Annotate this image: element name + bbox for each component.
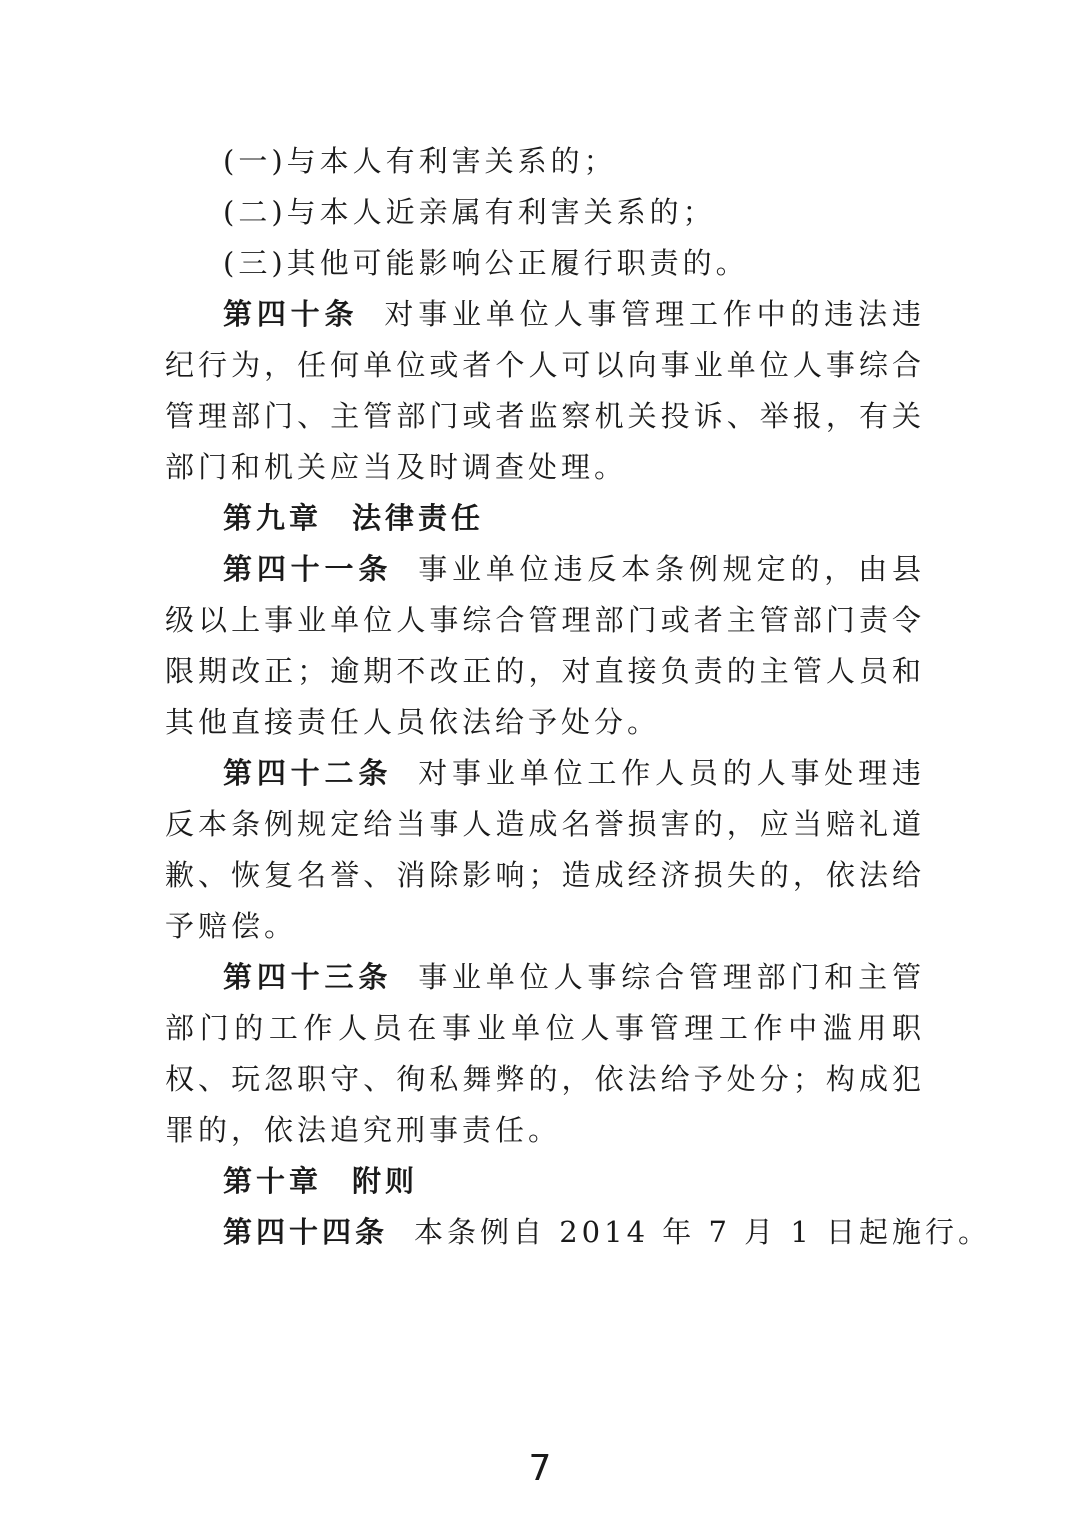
- page-number: 7: [528, 1448, 552, 1489]
- chapter-10-number: 第十章: [223, 1164, 323, 1198]
- clause-item-2: (二)与本人近亲属有利害关系的；: [223, 195, 716, 229]
- article-40-label: 第四十条: [223, 297, 359, 331]
- article-44-text: 本条例自 2014 年 7 月 1 日起施行。: [414, 1215, 992, 1249]
- article-40-text: 对事业单位人事管理工作中的违法违纪行为，任何单位或者个人可以向事业单位人事综合管理部门、主管部门或者监察机关投诉、举报，有关部门和机关应当及时调查处理。: [165, 297, 925, 484]
- chapter-10-heading: [165, 1156, 925, 1207]
- document-body: [165, 136, 992, 1258]
- article-42-label: 第四十二条: [223, 756, 393, 790]
- article-41-text: 事业单位违反本条例规定的，由县级以上事业单位人事综合管理部门或者主管部门责令限期改正；逾期不改正的，对直接负责的主管人员和其他直接责任人员依法给予处分。: [165, 552, 925, 739]
- article-43-label: 第四十三条: [223, 960, 393, 994]
- clause-item-3: (三)其他可能影响公正履行职责的。: [223, 246, 749, 280]
- article-42-text: 对事业单位工作人员的人事处理违反本条例规定给当事人造成名誉损害的，应当赔礼道歉、恢复名誉、消除影响；造成经济损失的，依法给予赔偿。: [165, 756, 925, 943]
- article-44: [165, 1207, 992, 1258]
- article-43: [165, 952, 925, 1156]
- article-41: [165, 544, 925, 748]
- article-40: [165, 289, 925, 493]
- article-41-label: 第四十一条: [223, 552, 393, 586]
- article-43-text: 事业单位人事综合管理部门和主管部门的工作人员在事业单位人事管理工作中滥用职权、玩忽职守、徇私舞弊的，依法给予处分；构成犯罪的，依法追究刑事责任。: [165, 960, 925, 1147]
- chapter-10-title: 附则: [352, 1164, 419, 1198]
- chapter-9-title: 法律责任: [352, 501, 485, 535]
- article-44-label: 第四十四条: [223, 1215, 389, 1249]
- chapter-9-heading: [165, 493, 925, 544]
- chapter-9-number: 第九章: [223, 501, 323, 535]
- article-42: [165, 748, 925, 952]
- clause-item-1: (一)与本人有利害关系的；: [223, 144, 617, 178]
